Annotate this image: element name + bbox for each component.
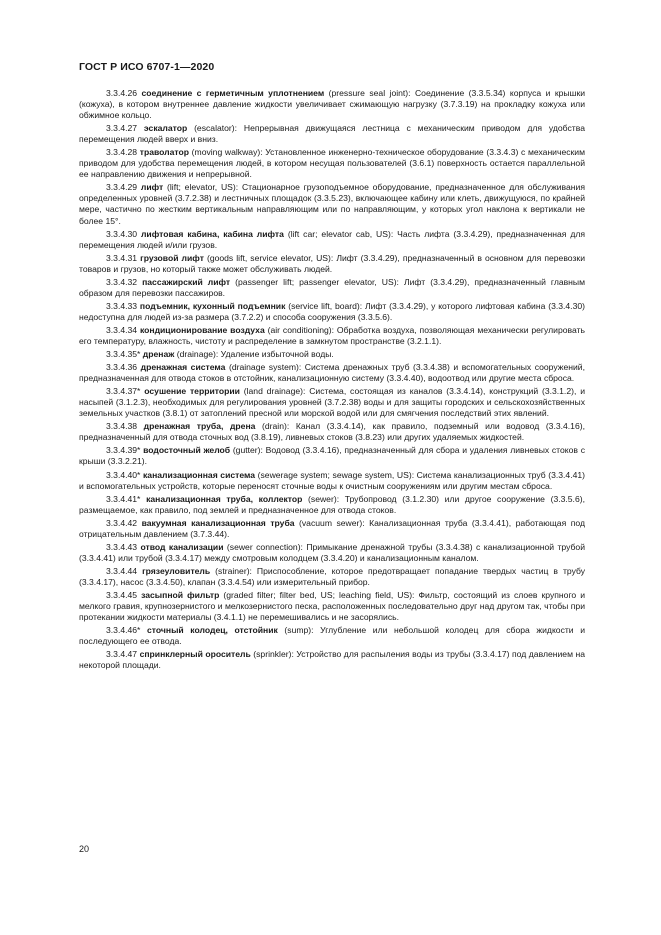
term-entry: [79, 518, 585, 540]
term-entry: [79, 349, 585, 360]
term-number: 3.3.4.28: [106, 147, 138, 158]
term-definition: (sewer): Трубопровод (3.1.2.30) или другое сооружение (3.3.5.6), размещаемое, как правило, под землей и предназначенное для отвода стоков.: [79, 493, 585, 515]
term-definition: (sump): Углубление или небольшой колодец для сбора жидкости и последующего ее отвода.: [79, 625, 585, 647]
term-number: 3.3.4.32: [106, 276, 138, 287]
term-title: дренажная система: [140, 362, 226, 373]
term-title: соединение с герметичным уплотнением: [141, 88, 325, 98]
term-title: пассажирский лифт: [142, 276, 231, 287]
term-number: 3.3.4.46*: [106, 625, 141, 636]
term-entry: [79, 649, 585, 671]
term-definition: (sewer connection): Примыкание дренажной трубы (3.3.4.38) с канализационной трубой (3.3.4.41) или трубой (3.3.4.17) между смотровым колодцем (3.3.4.20) и канализационным каналом.: [79, 541, 585, 563]
term-definition: (drainage): Удаление избыточной воды.: [174, 349, 334, 360]
term-title: дренаж: [142, 349, 175, 360]
term-title: канализационная система: [143, 469, 256, 480]
term-entry: [79, 277, 585, 299]
term-number: 3.3.4.39*: [106, 445, 141, 456]
term-title: подъемник, кухонный подъемник: [139, 300, 286, 311]
term-number: 3.3.4.31: [106, 252, 138, 263]
term-title: кондиционирование воздуха: [139, 324, 265, 335]
term-title: грузовой лифт: [140, 252, 204, 263]
term-number: 3.3.4.42: [106, 517, 138, 528]
term-entry: [79, 182, 585, 226]
term-definition: (lift car; elevator cab, US): Часть лифта (3.3.4.29), предназначенная для перемещения людей и/или грузов.: [79, 228, 585, 250]
term-definition: (goods lift, service elevator, US): Лифт (3.3.4.29), предназначенный в основном для перевозки товаров и грузов, но который также может обслуживать людей.: [79, 252, 585, 274]
term-number: 3.3.4.38: [106, 421, 138, 432]
page-number: 20: [79, 844, 90, 854]
term-number: 3.3.4.35*: [106, 349, 141, 360]
term-entry: [79, 542, 585, 564]
term-entry: [79, 566, 585, 588]
term-number: 3.3.4.33: [106, 300, 138, 311]
term-number: 3.3.4.44: [106, 565, 138, 576]
document-header: ГОСТ Р ИСО 6707-1—2020: [79, 61, 215, 73]
term-entry: [79, 421, 585, 443]
term-definition: (land drainage): Система, состоящая из каналов (3.3.4.14), конструкций (3.3.1.2), и насыпей (3.1.2.3), необходимых для регулирования уровней (3.7.2.38) воды и для защиты городских и сельскохозяйственных земельных участков (3.8.1) от затоплений пресной или морской водой или для смягчения последствий этих явлений.: [79, 386, 585, 419]
term-number: 3.3.4.26: [106, 88, 138, 98]
term-title: осушение территории: [144, 386, 240, 397]
term-definition: (sprinkler): Устройство для распыления воды из трубы (3.3.4.17) под давлением на некоторой площади.: [79, 649, 585, 671]
term-title: лифт: [140, 182, 164, 193]
term-title: дренажная труба, дрена: [143, 421, 256, 432]
term-title: засыпной фильтр: [141, 589, 220, 600]
term-number: 3.3.4.47: [106, 649, 138, 660]
term-definition: (strainer): Приспособление, которое предотвращает попадание твердых частиц в трубу (3.3.4.17), насос (3.3.4.50), клапан (3.3.4.54) или измерительный прибор.: [79, 565, 586, 587]
term-definition: (drainage system): Система дренажных труб (3.3.4.38) и вспомогательных сооружений, предназначенная для отвода стоков в отстойник, канализационную систему (3.3.4.40), водоотвод или другие места сброса.: [79, 362, 585, 384]
term-definition: (lift; elevator, US): Стационарное грузоподъемное оборудование, предназначенное для обслуживания определенных уровней (3.7.2.38) и лестничных площадок (3.3.5.23), включающее кабину или клеть, движущуюся, по крайней мере, частично по жестким вертикальным направляющим или по направляющим, у которых угол наклона к вертикали не более 15°.: [79, 182, 586, 226]
term-title: сточный колодец, отстойник: [147, 625, 278, 636]
term-definition: (pressure seal joint): Соединение (3.3.5.34) корпуса и крышки (кожуха), в котором внутреннее давление жидкости увеличивает сжимающую нагрузку (3.7.3.19) на прокладку кожуха или обжимное кольцо.: [79, 88, 585, 121]
term-definition: (service lift, board): Лифт (3.3.4.29), у которого лифтовая кабина (3.3.4.30) недоступна для людей из-за размера (3.7.2.2) и способа сооружения (3.3.5.6).: [79, 300, 585, 322]
term-number: 3.3.4.41*: [106, 493, 141, 504]
term-definition: (passenger lift; passenger elevator, US): Лифт (3.3.4.29), предназначенный главным образом для перевозки пассажиров.: [79, 276, 586, 298]
term-entry: [79, 470, 585, 492]
term-entry: [79, 362, 585, 384]
term-number: 3.3.4.36: [106, 362, 138, 373]
term-entry: [79, 147, 585, 180]
term-definition: (gutter): Водовод (3.3.4.16), предназначенный для сбора и удаления ливневых стоков с крыши (3.3.2.21).: [79, 445, 585, 467]
term-title: отвод канализации: [140, 541, 224, 552]
term-title: лифтовая кабина, кабина лифта: [140, 228, 284, 239]
term-definition: (sewerage system; sewage system, US): Система канализационных труб (3.3.4.41) и вспомогательных устройств, которые переносят сточные воды к очистным сооружениям или другим местам сброса.: [79, 469, 585, 491]
document-body: [79, 88, 585, 673]
term-entry: [79, 123, 585, 145]
term-title: канализационная труба, коллектор: [146, 493, 303, 504]
term-title: вакуумная канализационная труба: [141, 517, 295, 528]
term-definition: (moving walkway): Установленное инженерно-техническое оборудование (3.3.4.3) с механическим приводом для удобства перемещения людей, в котором несущая пользователей (3.6.1) поверхность остается параллельной ее направлению движения и непрерывной.: [79, 147, 586, 180]
term-entry: [79, 301, 585, 323]
term-number: 3.3.4.29: [106, 182, 138, 193]
term-definition: (escalator): Непрерывная движущаяся лестница с механическим приводом для удобства перемещения людей вверх и вниз.: [79, 123, 585, 145]
term-entry: [79, 229, 585, 251]
term-number: 3.3.4.30: [106, 228, 138, 239]
term-number: 3.3.4.40*: [106, 469, 141, 480]
term-entry: [79, 494, 585, 516]
term-entry: [79, 253, 585, 275]
term-entry: [79, 325, 585, 347]
term-entry: [79, 625, 585, 647]
term-number: 3.3.4.37*: [106, 386, 141, 397]
term-number: 3.3.4.27: [106, 123, 138, 134]
term-entry: [79, 386, 585, 419]
term-definition: (graded filter; filter bed, US; leaching field, US): Фильтр, состоящий из слоев крупного и мелкого гравия, крупнозернистого и мелкозернистого песка, расположенных последовательно друг над другом так, чтобы при протекании жидкости материалы (3.4.1.1) не перемешивались и не засорялись.: [79, 589, 585, 623]
term-number: 3.3.4.45: [106, 589, 138, 600]
term-definition: (air conditioning): Обработка воздуха, позволяющая механически регулировать его температуру, влажность, чистоту и распределение в замкнутом пространстве (3.2.1.1).: [79, 324, 586, 346]
term-number: 3.3.4.34: [106, 324, 138, 335]
term-entry: [79, 445, 585, 467]
term-title: эскалатор: [143, 123, 188, 134]
term-entry: [79, 88, 585, 121]
term-title: водосточный желоб: [143, 445, 231, 456]
term-number: 3.3.4.43: [106, 541, 138, 552]
term-entry: [79, 590, 585, 623]
term-title: спринклерный ороситель: [139, 649, 251, 660]
term-definition: (drain): Канал (3.3.4.14), как правило, подземный или водовод (3.3.4.16), предназначенный для отвода сточных вод (3.8.19), ливневых стоков (3.8.23) или других удаляемых жидкостей.: [79, 421, 585, 443]
term-title: траволатор: [139, 147, 190, 158]
term-definition: (vacuum sewer): Канализационная труба (3.3.4.41), работающая под отрицательным давлением (3.7.3.44).: [79, 517, 585, 539]
term-title: грязеуловитель: [142, 565, 211, 576]
